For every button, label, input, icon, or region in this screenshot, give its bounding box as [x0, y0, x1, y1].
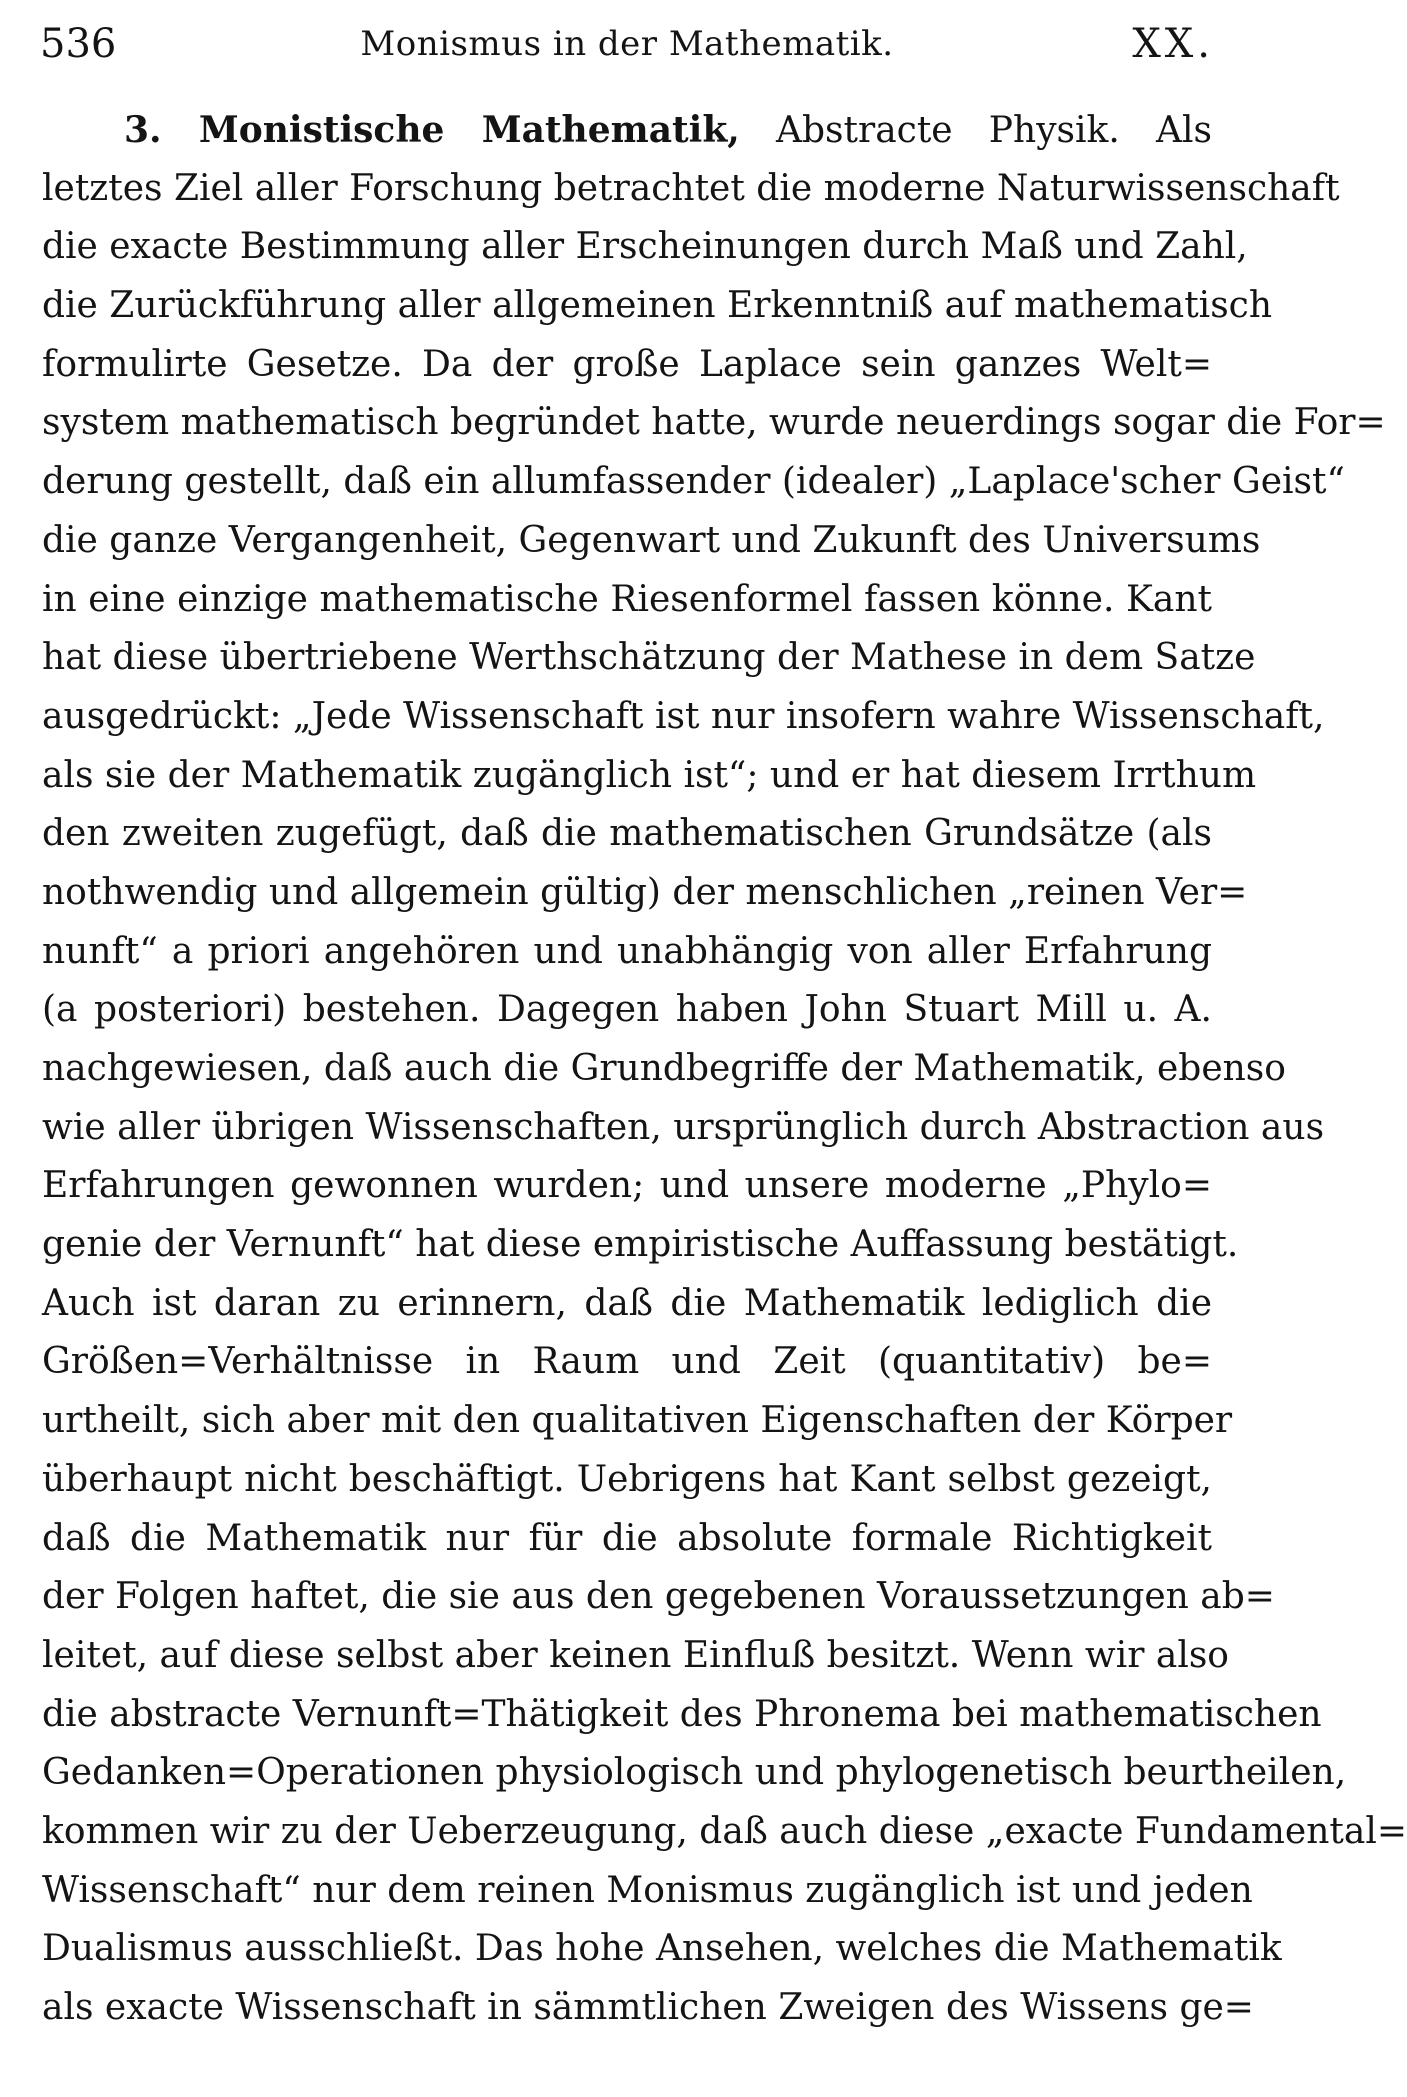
text-line: als exacte Wissenschaft in sämmtlichen Zweigen des Wissens ge= — [42, 1987, 1254, 2028]
text-line: die Zurückführung aller allgemeinen Erkenntniß auf mathematisch — [42, 285, 1273, 327]
body-text — [42, 101, 1407, 2038]
text-line: nunft“ a priori angehören und unabhängig von aller Erfahrung — [42, 930, 1212, 972]
text-line: (a posteriori) bestehen. Dagegen haben John Stuart Mill u. A. — [42, 989, 1212, 1031]
chapter-number: XX. — [1132, 21, 1214, 67]
text-line: die ganze Vergangenheit, Gegenwart und Zukunft des Universums — [42, 519, 1261, 561]
text-line: letztes Ziel aller Forschung betrachtet die moderne Naturwissenschaft — [42, 167, 1340, 209]
text-line: als sie der Mathematik zugänglich ist“; und er hat diesem Irrthum — [42, 754, 1257, 796]
text-line: genie der Vernunft“ hat diese empiristische Auffassung bestätigt. — [42, 1224, 1239, 1266]
text-line: derung gestellt, daß ein allumfassender (idealer) „Laplace'scher Geist“ — [42, 461, 1345, 503]
text-line: die exacte Bestimmung aller Erscheinungen durch Maß und Zahl, — [42, 226, 1248, 268]
text-line: wie aller übrigen Wissenschaften, ursprünglich durch Abstraction aus — [42, 1106, 1325, 1148]
text-line: urtheilt, sich aber mit den qualitativen Eigenschaften der Körper — [42, 1400, 1233, 1442]
text-line: system mathematisch begründet hatte, wurde neuerdings sogar die For= — [42, 402, 1386, 444]
text-line: daß die Mathematik nur für die absolute formale Richtigkeit — [42, 1517, 1212, 1559]
first-line-text: Abstracte Physik. Als — [776, 110, 1212, 151]
page-number: 536 — [40, 21, 117, 67]
text-line: Auch ist daran zu erinnern, daß die Mathematik lediglich die — [42, 1282, 1212, 1324]
text-line: nachgewiesen, daß auch die Grundbegriffe der Mathematik, ebenso — [42, 1048, 1286, 1089]
text-line: Gedanken=Operationen physiologisch und phylogenetisch beurtheilen, — [42, 1752, 1347, 1794]
text-line: nothwendig und allgemein gültig) der menschlichen „reinen Ver= — [42, 871, 1248, 913]
text-line: hat diese übertriebene Werthschätzung der Mathese in dem Satze — [42, 637, 1256, 679]
text-line: Dualismus ausschließt. Das hohe Ansehen, welches die Mathematik — [42, 1928, 1282, 1970]
text-line: ausgedrückt: „Jede Wissenschaft ist nur insofern wahre Wissenschaft, — [42, 695, 1325, 737]
text-line: Wissenschaft“ nur dem reinen Monismus zugänglich ist und jeden — [42, 1869, 1253, 1911]
text-line-1 — [42, 101, 1212, 160]
text-line: überhaupt nicht beschäftigt. Uebrigens hat Kant selbst gezeigt, — [42, 1458, 1212, 1500]
text-line: die abstracte Vernunft=Thätigkeit des Phronema bei mathematischen — [42, 1693, 1322, 1735]
text-line: leitet, auf diese selbst aber keinen Einfluß besitzt. Wenn wir also — [42, 1634, 1229, 1676]
text-line: der Folgen haftet, die sie aus den gegebenen Voraussetzungen ab= — [42, 1576, 1275, 1618]
page-header — [40, 14, 1214, 74]
text-line: formulirte Gesetze. Da der große Laplace sein ganzes Welt= — [42, 343, 1212, 385]
running-title: Monismus in der Mathematik. — [360, 24, 894, 64]
text-line: kommen wir zu der Ueberzeugung, daß auch diese „exacte Fundamental= — [42, 1810, 1407, 1852]
section-heading: 3. Monistische Mathematik, — [124, 109, 740, 151]
text-line: Größen=Verhältnisse in Raum und Zeit (quantitativ) be= — [42, 1341, 1212, 1383]
text-line: den zweiten zugefügt, daß die mathematischen Grundsätze (als — [42, 813, 1212, 855]
text-line: in eine einzige mathematische Riesenformel fassen könne. Kant — [42, 578, 1212, 620]
text-line: Erfahrungen gewonnen wurden; und unsere moderne „Phylo= — [42, 1165, 1212, 1207]
